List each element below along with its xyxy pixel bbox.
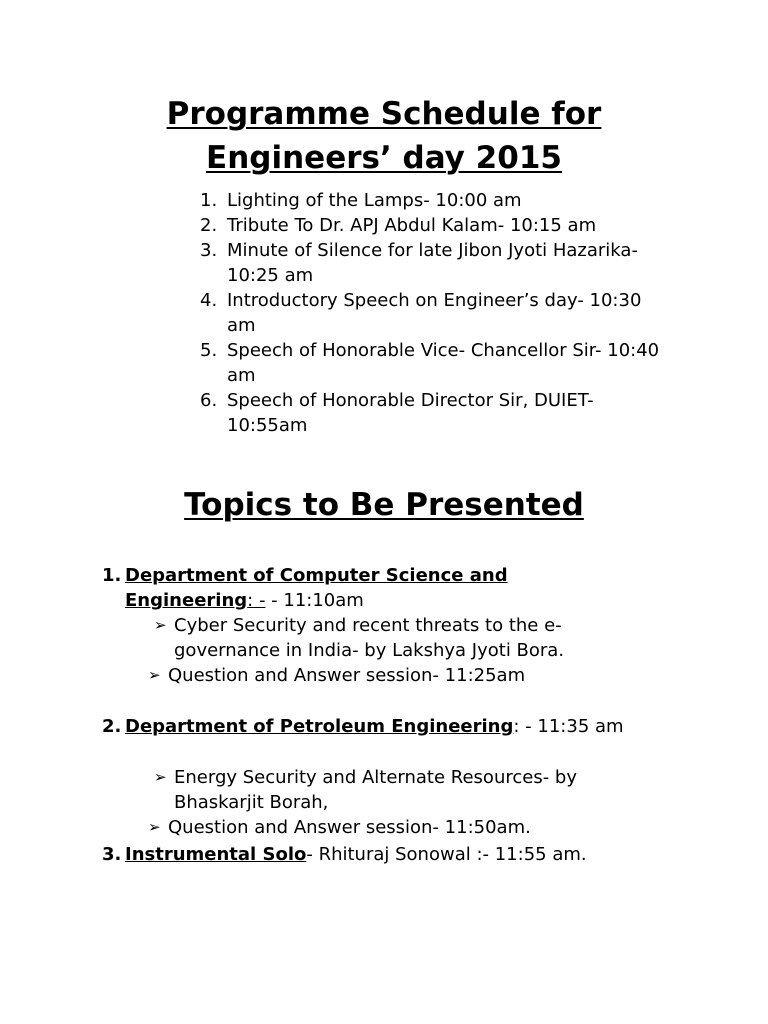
schedule-item-text: Speech of Honorable Vice- Chancellor Sir- 10:40 am bbox=[227, 340, 660, 386]
schedule-item-text: Tribute To Dr. APJ Abdul Kalam- 10:15 am bbox=[227, 215, 597, 236]
topic-item bbox=[102, 714, 662, 739]
bullet-text: Energy Security and Alternate Resources- by Bhaskarjit Borah, bbox=[174, 767, 578, 813]
bullet-item bbox=[148, 815, 608, 840]
arrow-bullet-icon: ➢ bbox=[154, 616, 167, 634]
topic-separator: : - bbox=[247, 590, 266, 611]
bullet-item bbox=[154, 613, 614, 663]
schedule-item bbox=[200, 188, 700, 213]
page-title bbox=[0, 92, 768, 180]
topics-heading-text: Topics to Be Presented bbox=[184, 487, 584, 523]
schedule-item-number: 5. bbox=[200, 340, 218, 361]
topics-heading bbox=[0, 483, 768, 527]
schedule-item-number: 6. bbox=[200, 390, 218, 411]
topic-item bbox=[102, 842, 702, 867]
topic-item bbox=[102, 563, 572, 613]
schedule-item-number: 3. bbox=[200, 240, 218, 261]
topic-number: 1. bbox=[102, 565, 122, 586]
schedule-item-text: Speech of Honorable Director Sir, DUIET- 10:55am bbox=[227, 390, 594, 436]
schedule-item-number: 1. bbox=[200, 190, 218, 211]
topic-department: Instrumental Solo bbox=[125, 844, 307, 865]
schedule-item-text: Minute of Silence for late Jibon Jyoti Hazarika- 10:25 am bbox=[227, 240, 638, 286]
arrow-bullet-icon: ➢ bbox=[148, 818, 161, 836]
topic-time: - Rhituraj Sonowal :- 11:55 am. bbox=[306, 844, 587, 865]
bullet-item bbox=[148, 663, 608, 688]
bullet-text: Question and Answer session- 11:25am bbox=[168, 665, 526, 686]
topic-bullets bbox=[0, 765, 600, 840]
topic-time: - 11:10am bbox=[265, 590, 364, 611]
arrow-bullet-icon: ➢ bbox=[154, 768, 167, 786]
bullet-item bbox=[154, 765, 634, 815]
schedule-item bbox=[200, 388, 677, 438]
arrow-bullet-icon: ➢ bbox=[148, 666, 161, 684]
topic-number: 2. bbox=[102, 716, 122, 737]
schedule-item-text: Introductory Speech on Engineer’s day- 10:30 am bbox=[227, 290, 642, 336]
topic-time: : - 11:35 am bbox=[513, 716, 624, 737]
bullet-text: Cyber Security and recent threats to the e-governance in India- by Lakshya Jyoti Bora. bbox=[174, 615, 565, 661]
topic-bullets bbox=[0, 613, 600, 688]
schedule-item bbox=[200, 288, 667, 338]
topic-number: 3. bbox=[102, 844, 122, 865]
title-line-2: Engineers’ day 2015 bbox=[206, 140, 562, 176]
title-line-1: Programme Schedule for bbox=[166, 96, 602, 132]
schedule-item-number: 2. bbox=[200, 215, 218, 236]
topic-department: Department of Computer Science and Engineering bbox=[125, 565, 508, 611]
schedule-item bbox=[200, 213, 700, 238]
schedule-item bbox=[200, 238, 695, 288]
schedule-item-number: 4. bbox=[200, 290, 218, 311]
schedule-list bbox=[200, 188, 700, 438]
schedule-item bbox=[200, 338, 687, 388]
topic-department: Department of Petroleum Engineering bbox=[125, 716, 514, 737]
bullet-text: Question and Answer session- 11:50am. bbox=[168, 817, 531, 838]
schedule-item-text: Lighting of the Lamps- 10:00 am bbox=[227, 190, 522, 211]
